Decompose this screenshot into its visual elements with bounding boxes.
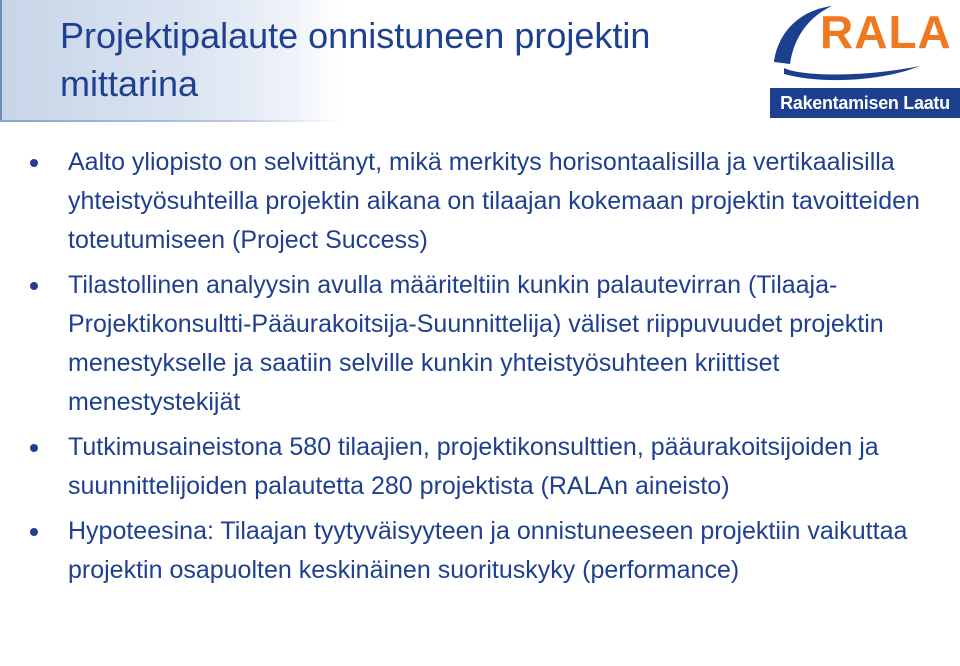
bullet-icon xyxy=(30,282,38,290)
bullet-item xyxy=(30,266,940,422)
bullet-text: Hypoteesina: Tilaajan tyytyväisyyteen ja onnistuneeseen projektiin vaikuttaa projektin osapuolten keskinäinen suorituskyky (performance) xyxy=(68,517,908,584)
logo-wordmark: RALA xyxy=(820,6,952,58)
bullet-item xyxy=(30,428,940,506)
bullet-item xyxy=(30,143,940,260)
bullet-icon xyxy=(30,444,38,452)
bullet-text: Tilastollinen analyysin avulla määriteltiin kunkin palautevirran (Tilaaja-Projektikonsultti-Pääurakoitsija-Suunnittelija) väliset riippuvuudet projektin menestykselle ja saatiin selville kunkin yhteistyösuhteen kriittiset menestystekijät xyxy=(68,271,884,416)
bullet-list xyxy=(30,143,940,596)
title-band-underline xyxy=(0,120,342,122)
bullet-text: Aalto yliopisto on selvittänyt, mikä merkitys horisontaalisilla ja vertikaalisilla yhteistyösuhteilla projektin aikana on tilaajan kokemaan projektin tavoitteiden toteutumiseen (Project Success) xyxy=(68,148,920,254)
bullet-item xyxy=(30,512,940,590)
logo-tagline: Rakentamisen Laatu ry xyxy=(770,88,960,118)
rala-logo xyxy=(770,2,960,143)
bullet-text: Tutkimusaineistona 580 tilaajien, projektikonsulttien, pääurakoitsijoiden ja suunnittelijoiden palautetta 280 projektista (RALAn aineisto) xyxy=(68,433,879,500)
bullet-icon xyxy=(30,159,38,167)
bullet-icon xyxy=(30,528,38,536)
slide-title: Projektipalaute onnistuneen projektin mittarina xyxy=(60,15,651,104)
